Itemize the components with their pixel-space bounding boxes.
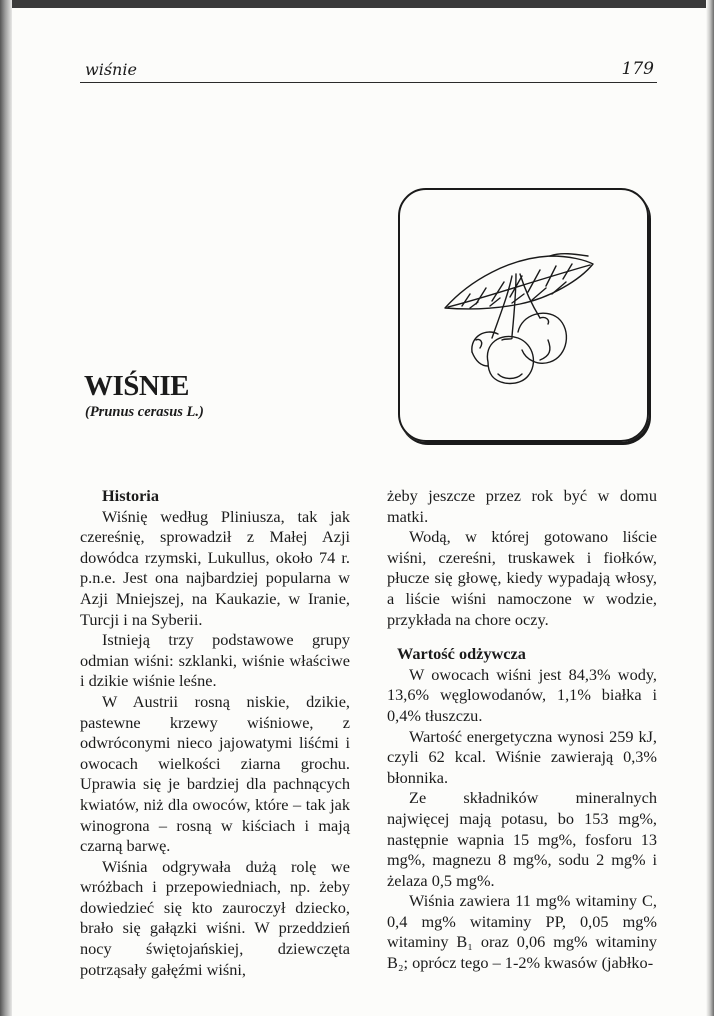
running-title: wiśnie <box>85 60 137 79</box>
scan-edge-left <box>0 0 12 1016</box>
page-number: 179 <box>621 59 654 79</box>
scan-edge-right <box>706 0 714 1016</box>
right-column <box>387 486 657 974</box>
scan-edge-top <box>0 0 714 8</box>
article-title: WIŚNIE <box>84 370 189 402</box>
history-paragraph: Wiśnię według Pliniusza, tak jak czereśnię, sprowadził z Małej Azji dowódca rzymski, Lukullus, około 74 r. p.n.e. Jest ona najbardziej popularna w Azji Mniejszej, na Kaukazie, w Iranie, Turcji i na Syberii. <box>80 506 350 629</box>
cherry-drawing-icon <box>400 190 651 444</box>
latin-name: (Prunus cerasus L.) <box>85 404 204 420</box>
history-paragraph: Wiśnia odgrywała dużą rolę we wróżbach i przepowiedniach, np. żeby dowiedzieć się kto zauroczył dziecko, brało się gałązki wiśni. W przeddzień nocy świętojańskiej, dziewczęta potrząsały gałęźmi wiśni, <box>80 856 350 979</box>
section-heading-history: Historia <box>102 486 159 505</box>
nutrition-paragraph: W owocach wiśni jest 84,3% wody, 13,6% węglowodanów, 1,1% białka i 0,4% tłuszczu. <box>387 664 657 725</box>
left-column <box>80 486 350 980</box>
nutrition-paragraph: Wartość energetyczna wynosi 259 kJ, czyli 62 kcal. Wiśnie zawierają 0,3% błonnika. <box>387 726 657 787</box>
water-paragraph: Wodą, w której gotowano liście wiśni, czereśni, truskawek i fiołków, płucze się głowę, kiedy wypadają włosy, a liście wiśni namoczone w wodzie, przykłada na chore oczy. <box>387 527 657 629</box>
continued-paragraph: żeby jeszcze przez rok być w domu matki. <box>387 486 657 526</box>
section-heading-nutrition: Wartość odżywcza <box>397 644 526 664</box>
nutrition-paragraph: Wiśnia zawiera 11 mg% witaminy C, 0,4 mg% witaminy PP, 0,05 mg% witaminy B₁ oraz 0,06 mg% witaminy B₂; oprócz tego – 1-2% kwasów (jabłko- <box>387 891 657 973</box>
cherry-illustration <box>398 188 649 442</box>
header-rule <box>80 82 657 83</box>
history-paragraph: Istnieją trzy podstawowe grupy odmian wiśni: szklanki, wiśnie właściwe i dzikie wiśnie leśne. <box>80 630 350 691</box>
history-paragraph: W Austrii rosną niskie, dzikie, pastewne krzewy wiśniowe, z odwróconymi nieco jajowatymi liśćmi i owocach wielkości ziarna grochu. Uprawia się je bardziej dla pachnących kwiatów, niż dla owoców, które – tak jak winogrona – rosną w kiściach i mają czarną barwę. <box>80 691 350 856</box>
nutrition-paragraph: Ze składników mineralnych najwięcej mają potasu, bo 153 mg%, następnie wapnia 15 mg%, fosforu 13 mg%, magnezu 8 mg%, sodu 2 mg% i żelaza 0,5 mg%. <box>387 788 657 890</box>
